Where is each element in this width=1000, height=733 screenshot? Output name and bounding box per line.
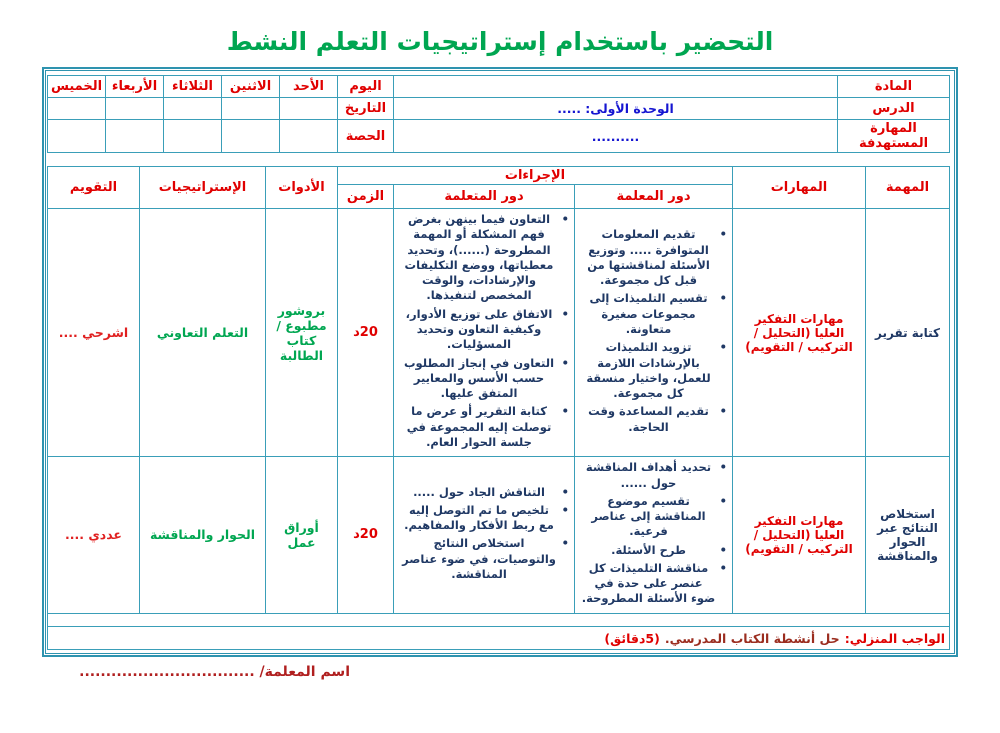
header-teacher-role: دور المعلمة bbox=[575, 185, 733, 209]
info-row-subject bbox=[48, 76, 950, 98]
period-cell-monday bbox=[222, 120, 280, 153]
info-row-target-skill bbox=[48, 120, 950, 153]
teacher-role-cell bbox=[575, 209, 733, 457]
plan-table bbox=[47, 166, 950, 650]
worksheet-page bbox=[0, 26, 1000, 733]
bullet-item: • تزويد التلميذات بالإرشادات اللازمة للعمل، واختيار منسقة كل مجموعة. bbox=[581, 340, 716, 401]
homework-label: الواجب المنزلي: bbox=[844, 631, 945, 647]
bullet-item: • مناقشة التلميذات كل عنصر على حدة في ضوء الأسئلة المطروحة. bbox=[581, 561, 716, 607]
bullet-item: • طرح الأسئلة. bbox=[581, 543, 716, 558]
time-cell: 20د bbox=[337, 457, 393, 614]
lesson-label: الدرس bbox=[838, 98, 950, 120]
period-cell-tuesday bbox=[164, 120, 222, 153]
bullet-item: • التناقش الجاد حول ..... bbox=[400, 485, 558, 500]
info-table bbox=[47, 75, 950, 153]
day-label: اليوم bbox=[338, 76, 394, 98]
learner-role-cell bbox=[394, 457, 575, 614]
bullet-item: • تقديم المعلومات المتوافرة ..... وتوزيع الأسئلة لمناقشتها من قبل كل مجموعة. bbox=[581, 227, 716, 288]
homework-text: حل أنشطة الكتاب المدرسي. bbox=[664, 631, 840, 647]
worksheet-frame-inner bbox=[45, 70, 955, 654]
bullet-item: • تقسيم موضوع المناقشة إلى عناصر فرعية. bbox=[581, 494, 716, 540]
task-cell: كتابة تقرير bbox=[866, 209, 950, 457]
subject-value-cell bbox=[394, 76, 838, 98]
period-cell-thursday bbox=[48, 120, 106, 153]
date-label: التاريخ bbox=[338, 98, 394, 120]
skills-cell: مهارات التفكير العليا (التحليل / التركيب / التقويم) bbox=[733, 209, 866, 457]
date-cell-wednesday bbox=[106, 98, 164, 120]
header-learner-role: دور المتعلمة bbox=[394, 185, 575, 209]
header-evaluation: التقويم bbox=[47, 167, 139, 209]
bullet-item: • كتابة التقرير أو عرض ما توصلت إليه المجموعة في جلسة الحوار العام. bbox=[400, 404, 558, 450]
day-sunday: الأحد bbox=[280, 76, 338, 98]
homework-row bbox=[47, 626, 949, 649]
info-row-lesson bbox=[48, 98, 950, 120]
bullet-item: • التعاون في إنجاز المطلوب حسب الأسس والمعايير المتفق عليها. bbox=[400, 356, 558, 402]
header-procedures: الإجراءات bbox=[337, 167, 732, 185]
date-cell-thursday bbox=[48, 98, 106, 120]
period-cell-sunday bbox=[280, 120, 338, 153]
bullet-item: • تلخيص ما تم التوصل إليه مع ربط الأفكار والمفاهيم. bbox=[400, 503, 558, 534]
day-monday: الاثنين bbox=[222, 76, 280, 98]
learner-role-list bbox=[398, 212, 570, 450]
period-cell-wednesday bbox=[106, 120, 164, 153]
page-title: التحضير باستخدام إستراتيجيات التعلم النشط bbox=[226, 27, 774, 56]
date-cell-tuesday bbox=[164, 98, 222, 120]
teacher-name-line: اسم المعلمة/ ................................. bbox=[79, 663, 350, 680]
day-thursday: الخميس bbox=[48, 76, 106, 98]
period-label: الحصة bbox=[338, 120, 394, 153]
teacher-role-list bbox=[579, 227, 728, 435]
bullet-item: • الاتفاق على توزيع الأدوار، وكيفية التعاون وتحديد المسؤليات. bbox=[400, 307, 558, 353]
bullet-item: • استخلاص النتائج والتوصيات، في ضوء عناصر المناقشة. bbox=[400, 536, 558, 582]
header-time: الزمن bbox=[337, 185, 393, 209]
target-skill-label: المهارة المستهدفة bbox=[838, 120, 950, 153]
bullet-item: • التعاون فيما بينهن بغرض فهم المشكلة أو المهمة المطروحة (......)، وتحديد معطياتها، ووضع التكليفات والإرشادات، والوقت المخصص لتنفيذها. bbox=[400, 212, 558, 304]
day-tuesday: الثلاثاء bbox=[164, 76, 222, 98]
tools-cell: أوراق عمل bbox=[265, 457, 337, 614]
header-skills: المهارات bbox=[733, 167, 866, 209]
spacer-row bbox=[47, 613, 949, 626]
header-task: المهمة bbox=[866, 167, 950, 209]
lesson-value-cell: الوحدة الأولى: ..... bbox=[394, 98, 838, 120]
tools-cell: بروشور مطبوع / كتاب الطالبة bbox=[265, 209, 337, 457]
plan-row-report-writing bbox=[47, 209, 949, 457]
evaluation-cell: اشرحي .... bbox=[47, 209, 139, 457]
evaluation-cell: عددي .... bbox=[47, 457, 139, 614]
homework-cell bbox=[47, 626, 949, 649]
date-cell-monday bbox=[222, 98, 280, 120]
target-skill-value-cell: .......... bbox=[394, 120, 838, 153]
date-cell-sunday bbox=[280, 98, 338, 120]
strategy-cell: التعلم التعاوني bbox=[139, 209, 265, 457]
homework-duration: (5دقائق) bbox=[604, 631, 660, 647]
teacher-role-cell bbox=[575, 457, 733, 614]
learner-role-list bbox=[398, 485, 570, 583]
bullet-item: • تقديم المساعدة وقت الحاجة. bbox=[581, 404, 716, 435]
time-cell: 20د bbox=[337, 209, 393, 457]
bullet-item: • تقسيم التلميذات إلى مجموعات صغيرة متعاونة. bbox=[581, 291, 716, 337]
day-wednesday: الأربعاء bbox=[106, 76, 164, 98]
header-tools: الأدوات bbox=[265, 167, 337, 209]
subject-label: المادة bbox=[838, 76, 950, 98]
learner-role-cell bbox=[394, 209, 575, 457]
worksheet-frame bbox=[42, 67, 958, 657]
header-strategies: الإستراتيجيات bbox=[139, 167, 265, 209]
spacer-cell bbox=[47, 613, 949, 626]
task-cell: استخلاص النتائج عبر الحوار والمناقشة bbox=[866, 457, 950, 614]
plan-header-row-top bbox=[47, 167, 949, 185]
strategy-cell: الحوار والمناقشة bbox=[139, 457, 265, 614]
plan-row-discussion bbox=[47, 457, 949, 614]
bullet-item: • تحديد أهداف المناقشة حول ...... bbox=[581, 460, 716, 491]
teacher-role-list bbox=[579, 460, 728, 607]
skills-cell: مهارات التفكير العليا (التحليل / التركيب / التقويم) bbox=[733, 457, 866, 614]
